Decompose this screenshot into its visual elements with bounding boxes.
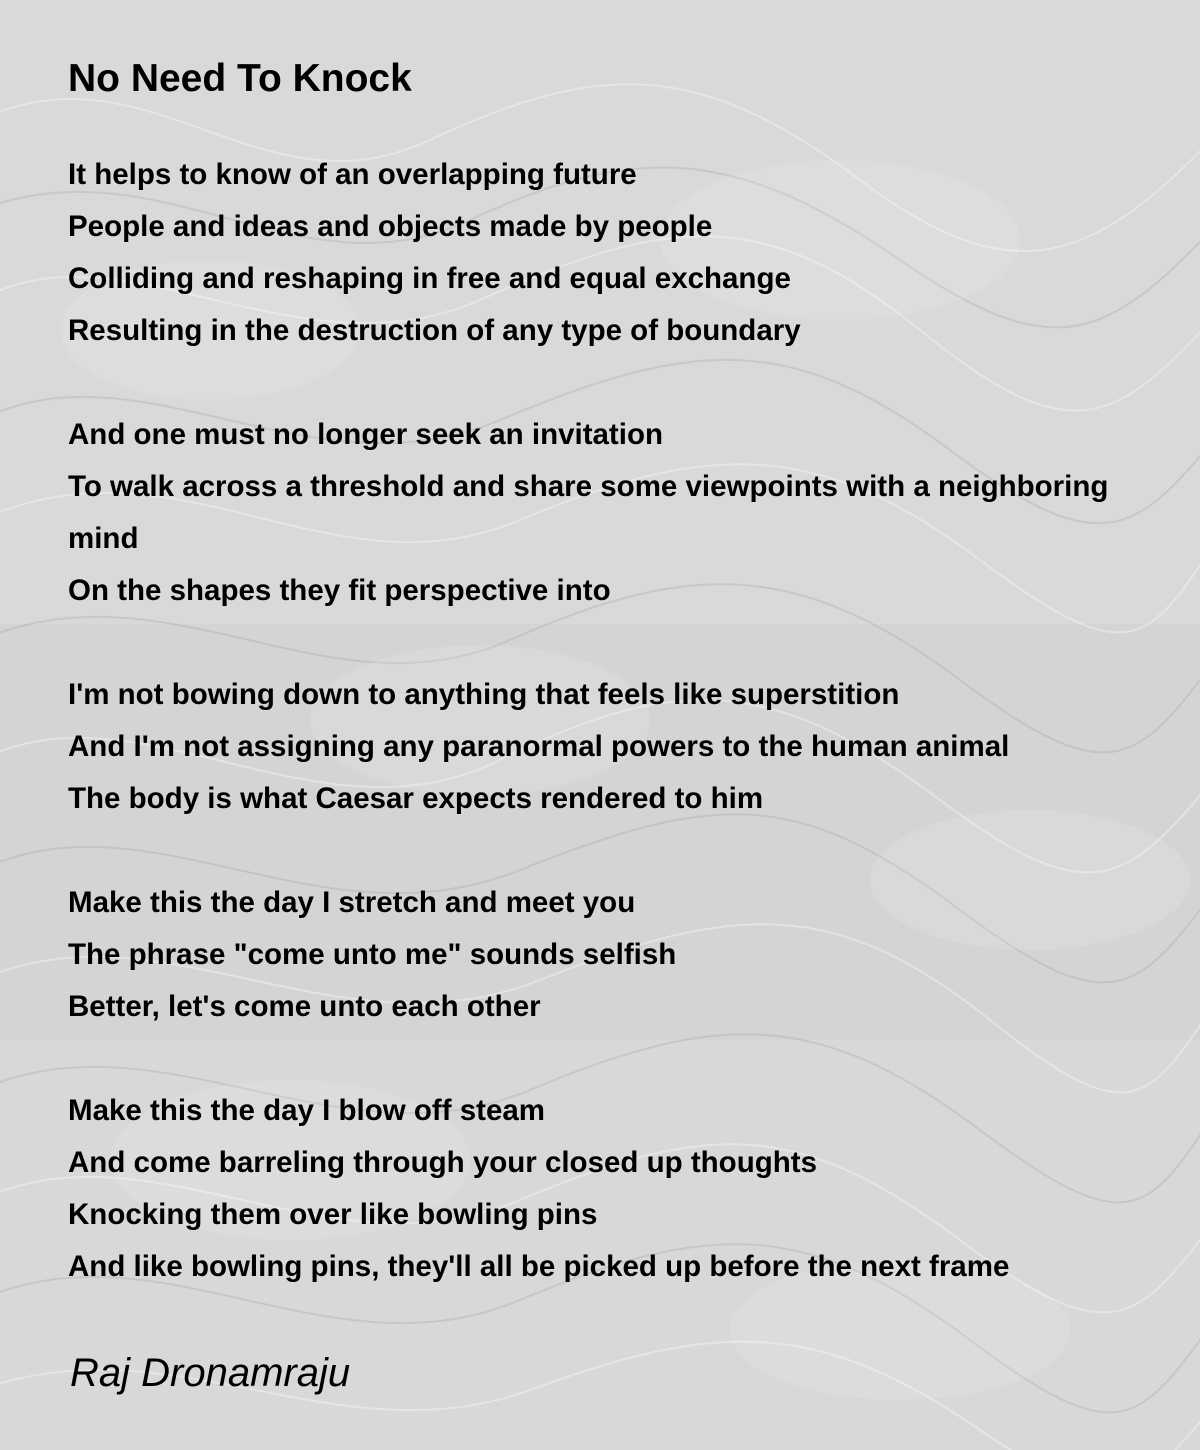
poem-stanza-4 xyxy=(68,877,1200,1033)
stanza-break xyxy=(68,1033,1200,1085)
poem-line: To walk across a threshold and share some viewpoints with a neighboring xyxy=(68,470,1109,503)
poem-line: Colliding and reshaping in free and equal exchange xyxy=(68,262,791,295)
poem-line: Better, let's come unto each other xyxy=(68,990,541,1023)
stanza-break xyxy=(68,617,1200,669)
poem-line: And come barreling through your closed up thoughts xyxy=(68,1146,817,1179)
poem-line: Make this the day I stretch and meet you xyxy=(68,886,636,919)
poem-line: I'm not bowing down to anything that feels like superstition xyxy=(68,678,900,711)
poem-line: Make this the day I blow off steam xyxy=(68,1094,546,1127)
poem-line: And like bowling pins, they'll all be picked up before the next frame xyxy=(68,1250,1010,1283)
poem-line: It helps to know of an overlapping future xyxy=(68,158,637,191)
stanza-break xyxy=(68,825,1200,877)
poem-line: Resulting in the destruction of any type of boundary xyxy=(68,314,801,347)
poem-line: And one must no longer seek an invitation xyxy=(68,418,663,451)
poem-title: No Need To Knock xyxy=(68,57,412,100)
poem-body xyxy=(68,149,1200,1293)
poem-line: People and ideas and objects made by people xyxy=(68,210,713,243)
poem-author: Raj Dronamraju xyxy=(70,1351,351,1395)
poem-line: And I'm not assigning any paranormal powers to the human animal xyxy=(68,730,1010,763)
poem-line: The body is what Caesar expects rendered to him xyxy=(68,782,764,815)
poem-stanza-2 xyxy=(68,409,1200,617)
poem-line: The phrase "come unto me" sounds selfish xyxy=(68,938,677,971)
poem-stanza-5 xyxy=(68,1085,1200,1293)
poem-stanza-1 xyxy=(68,149,1200,357)
poem-line: On the shapes they fit perspective into xyxy=(68,574,611,607)
stanza-break xyxy=(68,357,1200,409)
poem-line: mind xyxy=(68,522,139,555)
poem-line: Knocking them over like bowling pins xyxy=(68,1198,598,1231)
poem-stanza-3 xyxy=(68,669,1200,825)
